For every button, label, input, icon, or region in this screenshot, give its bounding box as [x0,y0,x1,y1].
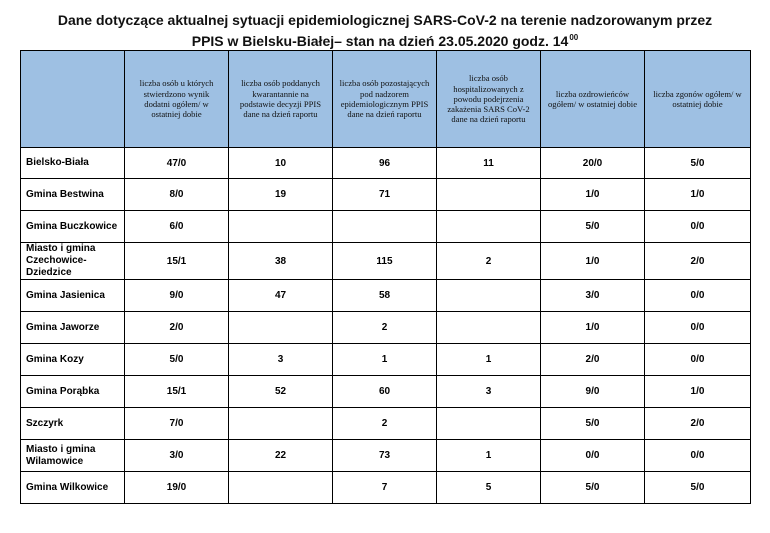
row-name: Gmina Buczkowice [21,211,125,243]
cell-deaths: 0/0 [645,211,751,243]
cell-positive: 15/1 [125,376,229,408]
cell-recovered: 1/0 [541,179,645,211]
title-time-superscript: 00 [569,33,579,42]
cell-deaths: 0/0 [645,312,751,344]
row-name: Gmina Kozy [21,344,125,376]
epidemiological-table [20,50,751,504]
cell-hospitalized: 2 [437,243,541,280]
row-name: Gmina Porąbka [21,376,125,408]
cell-surveillance: 60 [333,376,437,408]
cell-hospitalized [437,179,541,211]
table-row [21,211,751,243]
cell-quarantine: 10 [229,148,333,179]
cell-hospitalized [437,312,541,344]
table-row [21,440,751,472]
row-name: Szczyrk [21,408,125,440]
cell-deaths: 2/0 [645,408,751,440]
cell-positive: 7/0 [125,408,229,440]
title-line-2-text: PPIS w Bielsku-Białej– stan na dzień 23.05.2020 godz. 14 [191,33,569,49]
cell-recovered: 1/0 [541,243,645,280]
title-line-2 [20,29,750,50]
cell-recovered: 5/0 [541,472,645,504]
cell-surveillance: 58 [333,280,437,312]
header-positive: liczba osób u których stwierdzono wynik dodatni ogółem/ w ostatniej dobie [125,51,229,148]
cell-positive: 15/1 [125,243,229,280]
cell-quarantine: 19 [229,179,333,211]
cell-hospitalized: 1 [437,440,541,472]
row-name: Gmina Jaworze [21,312,125,344]
row-name: Bielsko-Biała [21,148,125,179]
cell-surveillance: 2 [333,408,437,440]
row-name: Gmina Wilkowice [21,472,125,504]
table-row [21,243,751,280]
cell-hospitalized: 1 [437,344,541,376]
cell-hospitalized [437,280,541,312]
cell-surveillance: 73 [333,440,437,472]
cell-positive: 19/0 [125,472,229,504]
row-name: Gmina Jasienica [21,280,125,312]
cell-recovered: 5/0 [541,211,645,243]
cell-quarantine: 22 [229,440,333,472]
header-quarantine: liczba osób poddanych kwarantannie na podstawie decyzji PPIS dane na dzień raportu [229,51,333,148]
table-row [21,344,751,376]
cell-quarantine: 52 [229,376,333,408]
cell-positive: 5/0 [125,344,229,376]
row-name: Miasto i gmina Wilamowice [21,440,125,472]
cell-surveillance: 71 [333,179,437,211]
cell-recovered: 3/0 [541,280,645,312]
cell-hospitalized [437,211,541,243]
cell-hospitalized: 5 [437,472,541,504]
cell-recovered: 2/0 [541,344,645,376]
cell-positive: 3/0 [125,440,229,472]
cell-quarantine: 3 [229,344,333,376]
cell-recovered: 20/0 [541,148,645,179]
header-recovered: liczba ozdrowieńców ogółem/ w ostatniej dobie [541,51,645,148]
cell-deaths: 5/0 [645,148,751,179]
table-row [21,376,751,408]
cell-deaths: 1/0 [645,376,751,408]
table-row [21,148,751,179]
cell-surveillance: 7 [333,472,437,504]
cell-positive: 6/0 [125,211,229,243]
table-row [21,472,751,504]
cell-quarantine [229,211,333,243]
table-row [21,408,751,440]
cell-surveillance: 96 [333,148,437,179]
cell-deaths: 2/0 [645,243,751,280]
header-row [21,51,751,148]
cell-surveillance: 115 [333,243,437,280]
table-row [21,280,751,312]
header-deaths: liczba zgonów ogółem/ w ostatniej dobie [645,51,751,148]
cell-positive: 9/0 [125,280,229,312]
cell-recovered: 9/0 [541,376,645,408]
cell-quarantine: 47 [229,280,333,312]
cell-deaths: 1/0 [645,179,751,211]
cell-surveillance [333,211,437,243]
cell-deaths: 5/0 [645,472,751,504]
row-name: Miasto i gmina Czechowice-Dziedzice [21,243,125,280]
cell-hospitalized: 3 [437,376,541,408]
cell-recovered: 5/0 [541,408,645,440]
cell-quarantine [229,472,333,504]
header-hospitalized: liczba osób hospitalizowanych z powodu podejrzenia zakażenia SARS CoV-2 dane na dzień raportu [437,51,541,148]
header-surveillance: liczba osób pozostających pod nadzorem epidemiologicznym PPIS dane na dzień raportu [333,51,437,148]
table-row [21,312,751,344]
cell-quarantine [229,312,333,344]
cell-hospitalized [437,408,541,440]
cell-surveillance: 1 [333,344,437,376]
table-row [21,179,751,211]
row-name: Gmina Bestwina [21,179,125,211]
title-line-1: Dane dotyczące aktualnej sytuacji epidemiologicznej SARS-CoV-2 na terenie nadzorowanym przez [57,12,713,28]
page-title [20,12,750,50]
cell-deaths: 0/0 [645,440,751,472]
cell-quarantine [229,408,333,440]
cell-deaths: 0/0 [645,344,751,376]
cell-recovered: 1/0 [541,312,645,344]
cell-positive: 47/0 [125,148,229,179]
cell-hospitalized: 11 [437,148,541,179]
cell-positive: 2/0 [125,312,229,344]
cell-deaths: 0/0 [645,280,751,312]
cell-surveillance: 2 [333,312,437,344]
cell-quarantine: 38 [229,243,333,280]
header-corner [21,51,125,148]
cell-positive: 8/0 [125,179,229,211]
cell-recovered: 0/0 [541,440,645,472]
